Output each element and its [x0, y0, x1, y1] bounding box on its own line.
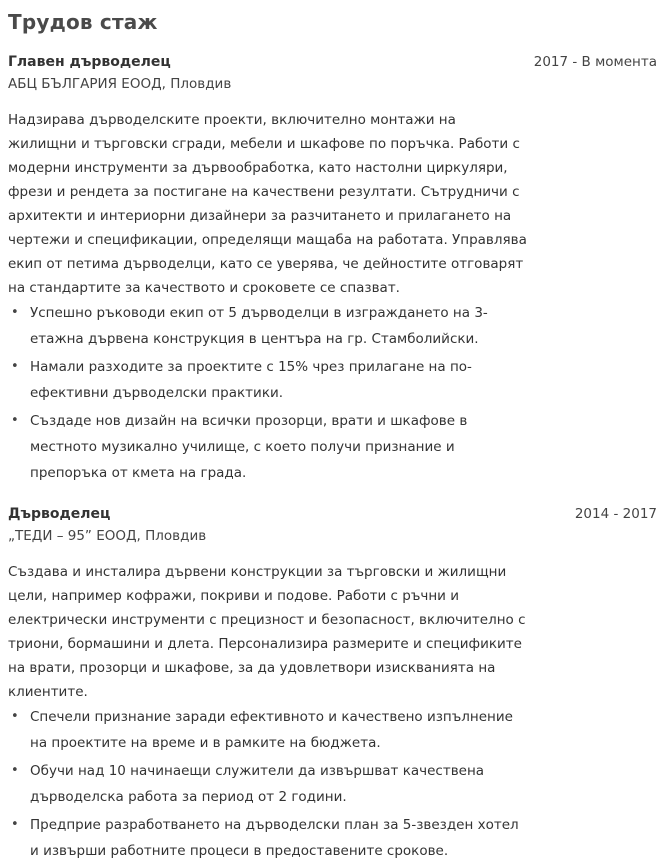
- job-title: Главен дърводелец: [8, 54, 171, 70]
- job-description: Надзирава дърводелските проекти, включително монтажи на жилищни и търговски сгради, мебели и шкафове по поръчка. Работи с модерни инструменти за дървообработка, като настолни циркуляри, фрези и рендета за постигане на качествени резултати. Сътрудничи с архитекти и интериорни дизайнери за разчитането и прилагането на чертежи и спецификации, определящи мащаба на работата. Управлява екип от петима дърводелци, като се уверява, че дейностите отговарят на стандартите за качеството и сроковете се спазват.: [8, 112, 527, 296]
- bullet-icon: •: [11, 709, 19, 724]
- bullet-icon: •: [11, 763, 19, 778]
- achievement-item: [8, 300, 528, 352]
- achievement-item: [8, 758, 528, 810]
- achievement-list: [8, 704, 528, 864]
- job-entry: [8, 504, 657, 864]
- achievement-text: Обучи над 10 начинаещи служители да извършват качествена дърводелска работа за период от 2 години.: [30, 763, 485, 805]
- job-company: „ТЕДИ – 95” ЕООД, Пловдив: [8, 528, 207, 544]
- achievement-item: [8, 354, 528, 406]
- job-title: Дърводелец: [8, 506, 111, 522]
- bullet-icon: •: [11, 413, 19, 428]
- section-title: Трудов стаж: [8, 10, 158, 34]
- achievement-text: Създаде нов дизайн на всички прозорци, врати и шкафове в местното музикално училище, с което получи признание и препоръка от кмета на града.: [30, 413, 468, 481]
- achievement-item: [8, 704, 528, 756]
- job-header: [8, 504, 657, 524]
- achievement-item: [8, 408, 528, 486]
- achievement-text: Намали разходите за проектите с 15% чрез прилагане на по-ефективни дърводелски практики.: [30, 359, 472, 401]
- achievement-text: Успешно ръководи екип от 5 дърводелци в изграждането на 3-етажна дървена конструкция в центъра на гр. Стамболийски.: [30, 305, 488, 347]
- bullet-icon: •: [11, 817, 19, 832]
- job-dates: 2014 - 2017: [574, 506, 657, 522]
- bullet-icon: •: [11, 305, 19, 320]
- job-company: АБЦ БЪЛГАРИЯ ЕООД, Пловдив: [8, 76, 232, 92]
- achievement-text: Предприе разработването на дърводелски план за 5-звезден хотел и извърши работните процеси в предоставените срокове.: [30, 817, 519, 859]
- job-description: Създава и инсталира дървени конструкции за търговски и жилищни цели, например кофражи, покриви и подове. Работи с ръчни и електрически инструменти с прецизност и безопасност, включително с триони, бормашини и длета. Персонализира размерите и спецификите на врати, прозорци и шкафове, за да удовлетвори изискванията на клиентите.: [8, 564, 526, 700]
- job-entry: [8, 52, 657, 486]
- achievement-list: [8, 300, 528, 486]
- job-header: [8, 52, 657, 72]
- achievement-item: [8, 812, 528, 864]
- job-dates: 2017 - В момента: [533, 54, 657, 70]
- bullet-icon: •: [11, 359, 19, 374]
- achievement-text: Спечели признание заради ефективното и качествено изпълнение на проектите на време и в рамките на бюджета.: [30, 709, 513, 751]
